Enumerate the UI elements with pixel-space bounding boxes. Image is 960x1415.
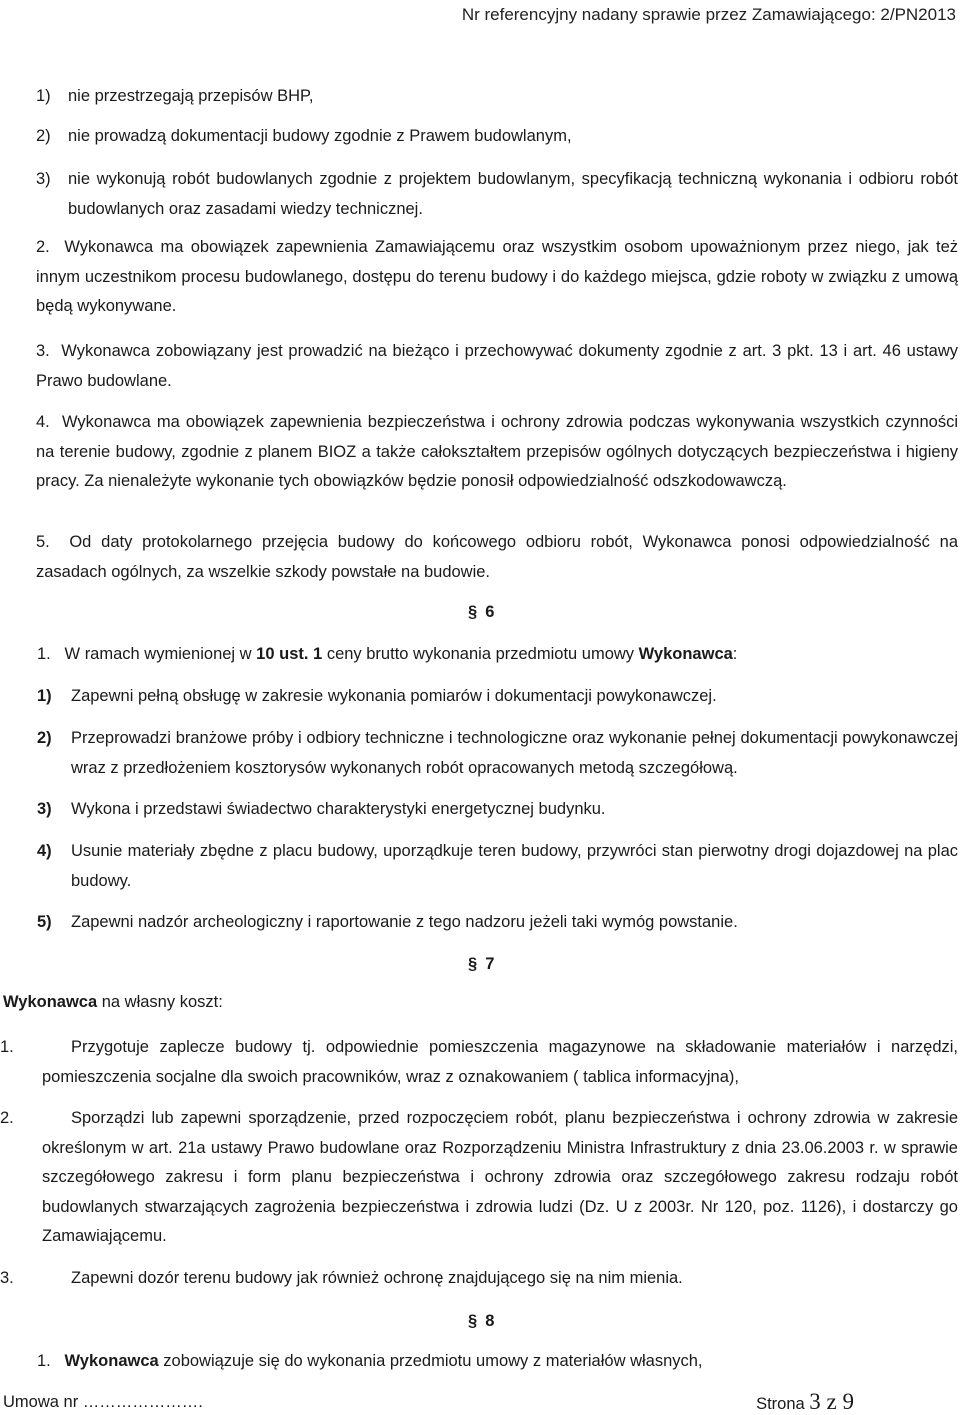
list-item: 3) nie wykonują robót budowlanych zgodnie z projektem budowlanym, specyfikacją techniczną wykonania i odbioru robót budowlanych oraz zasadami wiedzy technicznej.: [36, 170, 958, 218]
paragraph-symbol: §: [468, 603, 478, 621]
section-6-intro: 1. W ramach wymienionej w 10 ust. 1 ceny brutto wykonania przedmiotu umowy Wykonawca:: [37, 645, 738, 663]
list-item: 1. Wykonawca zobowiązuje się do wykonania przedmiotu umowy z materiałów własnych,: [37, 1352, 703, 1370]
paragraph-symbol: §: [468, 955, 478, 973]
section-heading-8: [468, 1307, 494, 1337]
section-heading-6: [468, 598, 494, 628]
section-number: 8: [485, 1312, 495, 1330]
page-number: Strona 3 z 9: [756, 1389, 854, 1414]
list-item: 1) nie przestrzegają przepisów BHP,: [36, 87, 314, 105]
contract-number: Umowa nr ………………….: [3, 1393, 203, 1411]
paragraph-point: 2. Wykonawca ma obowiązek zapewnienia Zamawiającemu oraz wszystkim osobom upoważnionym przez niego, jak też innym uczestnikom procesu budowlanego, dostępu do terenu budowy i do każdego miejsca, gdzie roboty w związku z umową będą wykonywane.: [36, 238, 958, 315]
list-item: 2. Sporządzi lub zapewni sporządzenie, przed rozpoczęciem robót, planu bezpieczeństwa i ochrony zdrowia w zakresie określonym w art. 21a ustawy Prawo budowlane oraz Rozporządzeniu Ministra Infrastruktury z dnia 23.06.2003 r. w sprawie szczegółowego zakresu i form planu bezpieczeństwa i ochrony zdrowia oraz szczegółowego zakresu rodzaju robót budowlanych stwarzających zagrożenia bezpieczeństwa i zdrowia ludzi (Dz. U z 2003r. Nr 120, poz. 1126), i dostarczy go Zamawiającemu.: [0, 1109, 958, 1245]
section-number: 7: [485, 955, 495, 973]
list-item: 3) Wykona i przedstawi świadectwo charakterystyki energetycznej budynku.: [37, 800, 606, 818]
list-item: 3. Zapewni dozór terenu budowy jak również ochronę znajdującego się na nim mienia.: [0, 1269, 683, 1287]
list-item: 1. Przygotuje zaplecze budowy tj. odpowiednie pomieszczenia magazynowe na składowanie materiałów i narzędzi, pomieszczenia socjalne dla swoich pracowników, wraz z oznakowaniem ( tablica informacyjna),: [0, 1038, 958, 1086]
paragraph-point: 3. Wykonawca zobowiązany jest prowadzić na bieżąco i przechowywać dokumenty zgodnie z art. 3 pkt. 13 i art. 46 ustawy Prawo budowlane.: [36, 342, 959, 390]
page-footer: [3, 1391, 854, 1413]
paragraph-point: 5. Od daty protokolarnego przejęcia budowy do końcowego odbioru robót, Wykonawca ponosi odpowiedzialność na zasadach ogólnych, za wszelkie szkody powstałe na budowie.: [36, 533, 959, 581]
list-item: 4) Usunie materiały zbędne z placu budowy, uporządkuje teren budowy, przywróci stan pierwotny drogi dojazdowej na plac budowy.: [37, 842, 958, 890]
paragraph-symbol: §: [468, 1312, 478, 1330]
section-7-lead: Wykonawca na własny koszt:: [3, 993, 223, 1011]
list-item: 1) Zapewni pełną obsługę w zakresie wykonania pomiarów i dokumentacji powykonawczej.: [37, 687, 717, 705]
section-number: 6: [485, 603, 495, 621]
list-item: 2) nie prowadzą dokumentacji budowy zgodnie z Prawem budowlanym,: [36, 127, 572, 145]
document-reference-header: Nr referencyjny nadany sprawie przez Zamawiającego: 2/PN2013: [461, 5, 956, 24]
paragraph-point: 4. Wykonawca ma obowiązek zapewnienia bezpieczeństwa i ochrony zdrowia podczas wykonywania wszystkich czynności na terenie budowy, zgodnie z planem BIOZ a także całokształtem przepisów ogólnych dotyczących bezpieczeństwa i higieny pracy. Za nienależyte wykonanie tych obowiązków będzie ponosił odpowiedzialność odszkodowawczą.: [36, 413, 958, 490]
list-item: 2) Przeprowadzi branżowe próby i odbiory techniczne i technologiczne oraz wykonanie pełnej dokumentacji powykonawczej wraz z przedłożeniem kosztorysów wykonanych robót opracowanych metodą szczegółową.: [37, 729, 958, 777]
section-heading-7: [468, 950, 494, 980]
list-item: 5) Zapewni nadzór archeologiczny i raportowanie z tego nadzoru jeżeli taki wymóg powstanie.: [37, 913, 738, 931]
